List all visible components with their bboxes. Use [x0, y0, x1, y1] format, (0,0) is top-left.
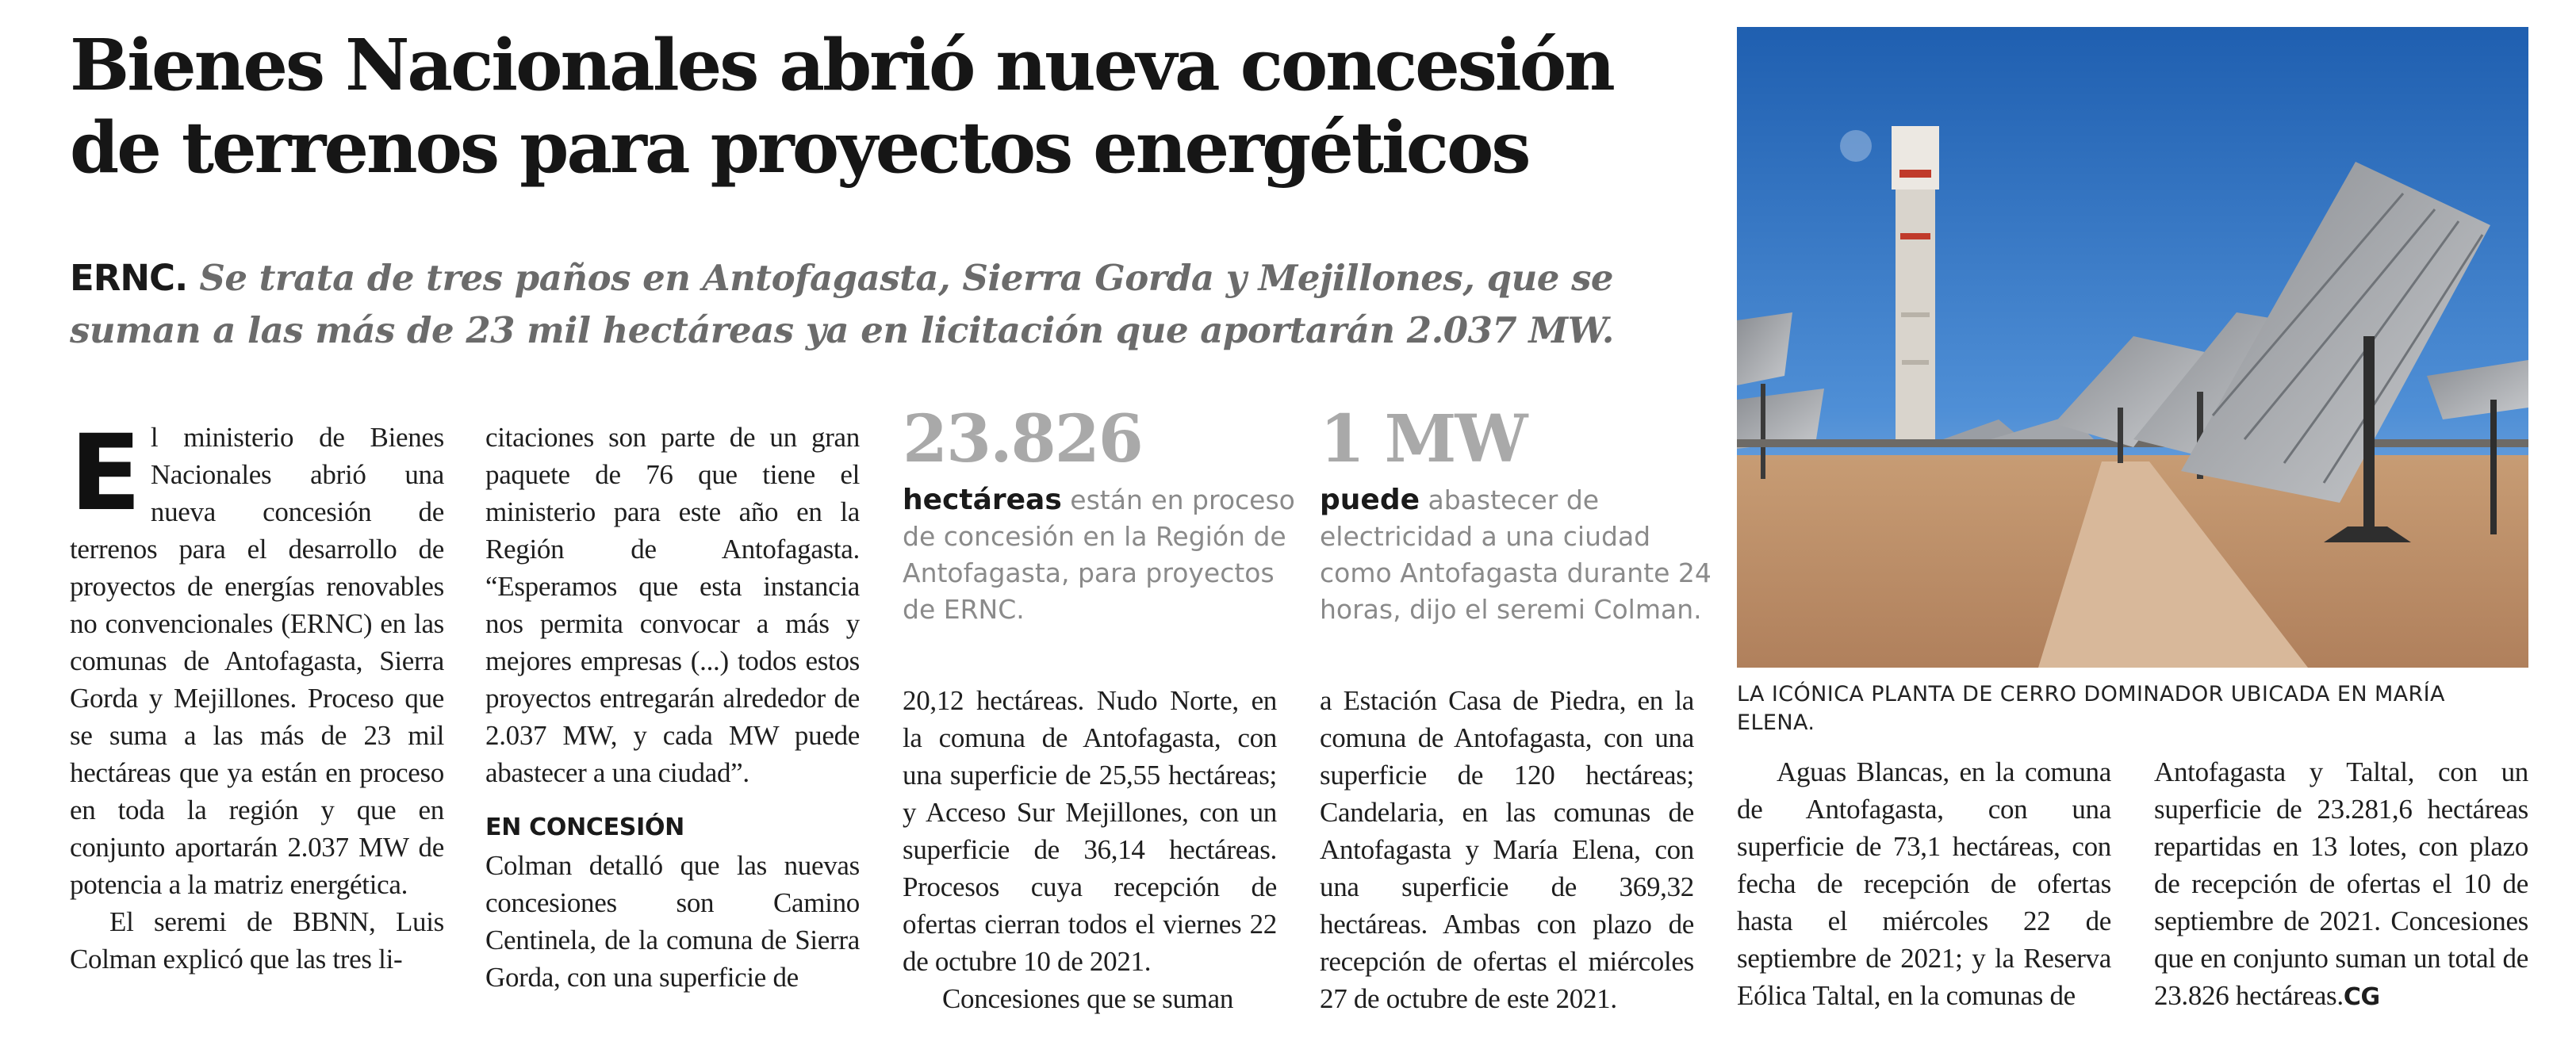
- body-paragraph: citaciones son parte de un gran paquete de 76 que tiene el ministerio para este año en la Región de Antofagasta. “Esperamos que esta instancia nos permita convocar a más y mejores empresas (...) todos estos proyectos entregarán alrededor de 2.037 MW, y cada MW puede abastecer a una ciudad”.: [485, 422, 860, 788]
- body-column-4: [1320, 682, 1694, 1017]
- deck-text: Se trata de tres paños en Antofagasta, Sierra Gorda y Mejillones, que se suman a las más de 23 mil hectáreas ya en licitación que aportarán 2.037 MW.: [70, 257, 1614, 351]
- factbox-hectares: [903, 401, 1299, 628]
- headline-line-2: de terrenos para proyectos energéticos: [70, 105, 1529, 189]
- drop-cap: E: [70, 412, 141, 534]
- headline: [70, 24, 1704, 189]
- solar-plant-photo: [1737, 27, 2528, 668]
- deck: [70, 252, 1719, 357]
- body-paragraph: Concesiones que se suman: [942, 983, 1234, 1014]
- body-paragraph: a Estación Casa de Piedra, en la comuna de Antofagasta, con una superficie de 120 hectáreas; Candelaria, en las comunas de Antofagasta y María Elena, con una superficie de 369,32 hectáreas. Ambas con plazo de recepción de ofertas el miércoles 27 de octubre de este 2021.: [1320, 685, 1694, 1014]
- end-mark: CG: [2343, 983, 2380, 1011]
- body-column-5: [1737, 753, 2111, 1014]
- body-column-6: [2154, 753, 2528, 1016]
- photo-caption: LA ICÓNICA PLANTA DE CERRO DOMINADOR UBICADA EN MARÍA ELENA.: [1737, 682, 2445, 735]
- factbox-text: puede abastecer de electricidad a una ciudad como Antofagasta durante 24 horas, dijo el seremi Colman.: [1320, 484, 1712, 625]
- body-paragraph: Aguas Blancas, en la comuna de Antofagasta, con una superficie de 73,1 hectáreas, con fecha de recepción de ofertas hasta el miércoles 22 de septiembre de 2021; y la Reserva Eólica Taltal, en la comunas de: [1737, 756, 2111, 1011]
- body-paragraph: Antofagasta y Taltal, con un superficie de 23.281,6 hectáreas repartidas en 13 lotes, con plazo de recepción de ofertas el 10 de septiembre de 2021. Concesiones que en conjunto suman un total de 23.826 hectáreas.CG: [2154, 756, 2528, 1011]
- body-paragraph: El ministerio de Bienes Nacionales abrió una nueva concesión de terrenos para el desarrollo de proyectos de energías renovables no convencionales (ERNC) en las comunas de Antofagasta, Sierra Gorda y Mejillones. Proceso que se suma a las más de 23 mil hectáreas que ya están en proceso en toda la región y que en conjunto aportarán 2.037 MW de potencia a la matriz energética.: [70, 412, 444, 900]
- headline-line-1: Bienes Nacionales abrió nueva concesión: [70, 23, 1613, 106]
- factbox-megawatt: [1320, 401, 1716, 628]
- body-paragraph: El seremi de BBNN, Luis Colman explicó que las tres li-: [70, 906, 444, 975]
- body-paragraph: Colman detalló que las nuevas concesiones son Camino Centinela, de la comuna de Sierra Gorda, con una superficie de: [485, 850, 860, 993]
- body-column-2: [485, 419, 860, 996]
- body-column-1: [70, 412, 444, 978]
- section-subhead: EN CONCESIÓN: [485, 814, 684, 841]
- factbox-number: 1 MW: [1320, 401, 1527, 477]
- kicker: ERNC.: [70, 257, 188, 299]
- factbox-number: 23.826: [903, 401, 1142, 477]
- body-paragraph: 20,12 hectáreas. Nudo Norte, en la comuna de Antofagasta, con una superficie de 25,55 hectáreas; y Acceso Sur Mejillones, con un superficie de 36,14 hectáreas. Procesos cuya recepción de ofertas cierran todos el viernes 22 de octubre 10 de 2021.: [903, 685, 1277, 977]
- factbox-text: hectáreas están en proceso de concesión en la Región de Antofagasta, para proyectos de ERNC.: [903, 484, 1295, 625]
- body-column-3: [903, 682, 1277, 1017]
